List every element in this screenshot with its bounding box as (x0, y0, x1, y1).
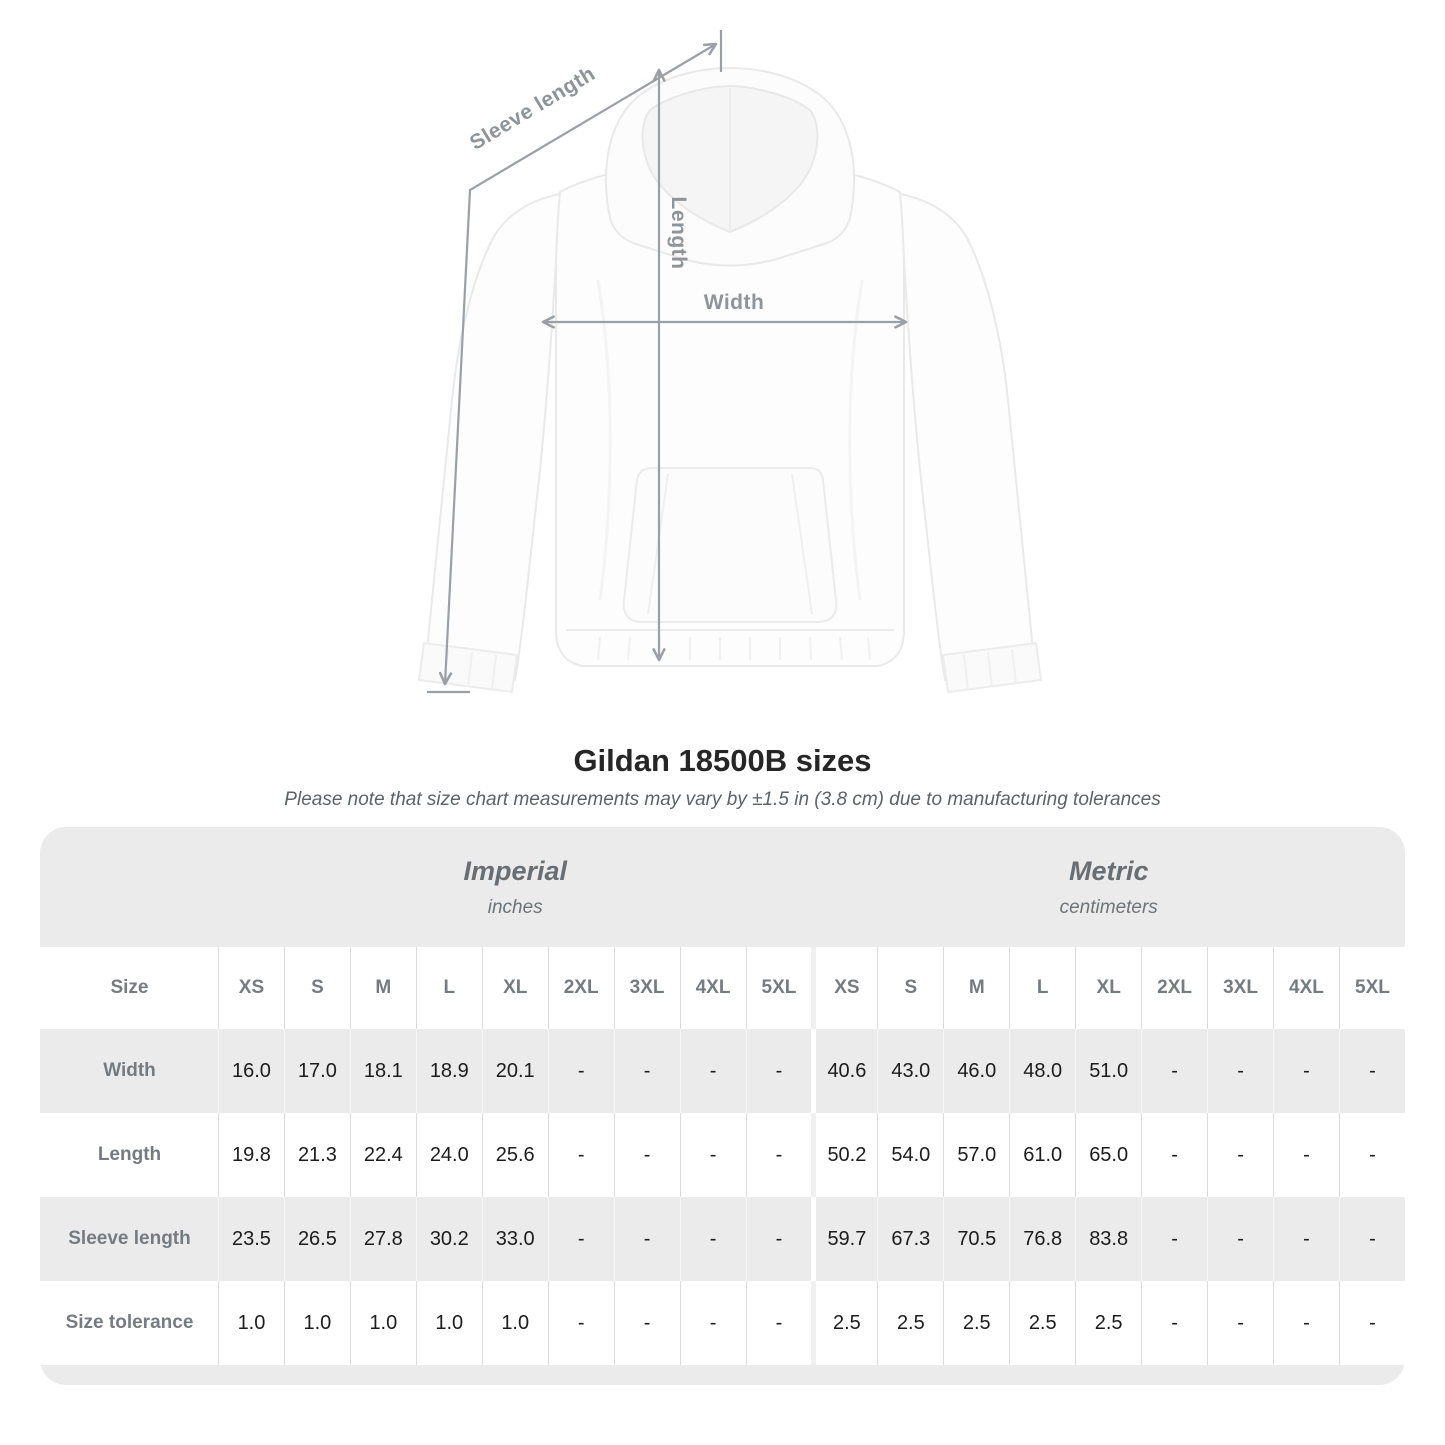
value-cell: 27.8 (350, 1197, 416, 1281)
value-cell: - (1273, 1113, 1339, 1197)
value-cell: 65.0 (1075, 1113, 1141, 1197)
value-cell: - (1339, 1029, 1405, 1113)
size-col-header-imperial-xl: XL (482, 947, 548, 1029)
imperial-group-header (218, 827, 811, 947)
corner-spacer (40, 827, 218, 947)
value-cell: 57.0 (943, 1113, 1009, 1197)
unit-group-row (40, 827, 1405, 947)
value-cell: 30.2 (416, 1197, 482, 1281)
left-sleeve (427, 194, 560, 680)
value-cell: - (1207, 1197, 1273, 1281)
size-corner-header: Size (110, 977, 149, 998)
value-cell: 1.0 (482, 1281, 548, 1365)
value-cell: 2.5 (811, 1281, 877, 1365)
value-cell: 70.5 (943, 1197, 1009, 1281)
value-cell: - (680, 1281, 746, 1365)
row-label: Length (97, 1144, 162, 1165)
value-cell: 17.0 (284, 1029, 350, 1113)
metric-unit: centimeters (1059, 896, 1158, 918)
value-cell: - (548, 1029, 614, 1113)
value-cell: 54.0 (877, 1113, 943, 1197)
metric-label: Metric (1068, 855, 1149, 886)
hoodie-image (419, 68, 1041, 692)
value-cell: - (1273, 1281, 1339, 1365)
value-cell: - (680, 1113, 746, 1197)
value-cell: - (1207, 1281, 1273, 1365)
size-header-row (40, 947, 1405, 1029)
value-cell: 2.5 (1075, 1281, 1141, 1365)
value-cell: 48.0 (1009, 1029, 1075, 1113)
value-cell: - (548, 1281, 614, 1365)
value-cell: - (680, 1197, 746, 1281)
measurement-row-sleeve-length (40, 1197, 1405, 1281)
size-col-header-imperial-3xl: 3XL (614, 947, 680, 1029)
size-col-header-imperial-4xl: 4XL (680, 947, 746, 1029)
value-cell: 18.1 (350, 1029, 416, 1113)
size-col-header-imperial-xs: XS (218, 947, 284, 1029)
value-cell: 25.6 (482, 1113, 548, 1197)
value-cell: - (1141, 1281, 1207, 1365)
value-cell: - (614, 1197, 680, 1281)
value-cell: 21.3 (284, 1113, 350, 1197)
value-cell: 50.2 (811, 1113, 877, 1197)
size-chart-table (40, 827, 1405, 1365)
page-title: Gildan 18500B sizes (573, 743, 872, 778)
size-col-header-imperial-s: S (284, 947, 350, 1029)
value-cell: - (548, 1113, 614, 1197)
value-cell: 18.9 (416, 1029, 482, 1113)
measurement-row-length (40, 1113, 1405, 1197)
value-cell: 19.8 (218, 1113, 284, 1197)
value-cell: 1.0 (416, 1281, 482, 1365)
value-cell: 1.0 (218, 1281, 284, 1365)
value-cell: 1.0 (350, 1281, 416, 1365)
length-label: Length (667, 196, 690, 270)
value-cell: - (1207, 1113, 1273, 1197)
imperial-unit: inches (487, 896, 543, 918)
size-chart-container (40, 827, 1405, 1385)
kangaroo-pocket (624, 468, 837, 622)
row-label: Sleeve length (68, 1228, 191, 1249)
value-cell: 59.7 (811, 1197, 877, 1281)
size-col-header-metric-m: M (943, 947, 1009, 1029)
value-cell: 67.3 (877, 1197, 943, 1281)
value-cell: 26.5 (284, 1197, 350, 1281)
value-cell: 20.1 (482, 1029, 548, 1113)
size-col-header-metric-4xl: 4XL (1273, 947, 1339, 1029)
value-cell: - (1339, 1113, 1405, 1197)
right-sleeve (900, 194, 1033, 680)
size-col-header-metric-xs: XS (811, 947, 877, 1029)
value-cell: 76.8 (1009, 1197, 1075, 1281)
value-cell: - (614, 1029, 680, 1113)
size-col-header-metric-l: L (1009, 947, 1075, 1029)
value-cell: 83.8 (1075, 1197, 1141, 1281)
tolerance-note: Please note that size chart measurements may vary by ±1.5 in (3.8 cm) due to manufacturing tolerances (284, 789, 1161, 810)
size-col-header-metric-xl: XL (1075, 947, 1141, 1029)
size-col-header-metric-s: S (877, 947, 943, 1029)
value-cell: 16.0 (218, 1029, 284, 1113)
measurement-row-width (40, 1029, 1405, 1113)
size-col-header-metric-2xl: 2XL (1141, 947, 1207, 1029)
value-cell: - (1207, 1029, 1273, 1113)
value-cell: - (746, 1281, 812, 1365)
metric-group-header (811, 827, 1405, 947)
title-block (0, 743, 1445, 811)
value-cell: - (614, 1113, 680, 1197)
value-cell: - (1141, 1029, 1207, 1113)
value-cell: 61.0 (1009, 1113, 1075, 1197)
width-label: Width (703, 291, 765, 314)
size-col-header-metric-5xl: 5XL (1339, 947, 1405, 1029)
value-cell: - (680, 1029, 746, 1113)
value-cell: - (746, 1197, 812, 1281)
value-cell: 51.0 (1075, 1029, 1141, 1113)
value-cell: - (746, 1029, 812, 1113)
value-cell: - (1273, 1029, 1339, 1113)
value-cell: 2.5 (943, 1281, 1009, 1365)
value-cell: 40.6 (811, 1029, 877, 1113)
row-label: Size tolerance (65, 1312, 194, 1333)
size-col-header-metric-3xl: 3XL (1207, 947, 1273, 1029)
size-col-header-imperial-2xl: 2XL (548, 947, 614, 1029)
value-cell: 43.0 (877, 1029, 943, 1113)
size-col-header-imperial-l: L (416, 947, 482, 1029)
value-cell: - (1339, 1197, 1405, 1281)
measurement-row-size-tolerance (40, 1281, 1405, 1365)
size-col-header-imperial-5xl: 5XL (746, 947, 812, 1029)
value-cell: 33.0 (482, 1197, 548, 1281)
value-cell: 1.0 (284, 1281, 350, 1365)
row-label: Width (103, 1060, 156, 1081)
imperial-label: Imperial (463, 855, 567, 886)
value-cell: 46.0 (943, 1029, 1009, 1113)
value-cell: 2.5 (877, 1281, 943, 1365)
value-cell: 23.5 (218, 1197, 284, 1281)
value-cell: - (1141, 1197, 1207, 1281)
value-cell: - (746, 1113, 812, 1197)
sleeve-length-label: Sleeve length (465, 62, 600, 155)
value-cell: 24.0 (416, 1113, 482, 1197)
value-cell: - (614, 1281, 680, 1365)
size-col-header-imperial-m: M (350, 947, 416, 1029)
value-cell: - (1339, 1281, 1405, 1365)
value-cell: 2.5 (1009, 1281, 1075, 1365)
value-cell: - (1141, 1113, 1207, 1197)
value-cell: - (548, 1197, 614, 1281)
value-cell: 22.4 (350, 1113, 416, 1197)
value-cell: - (1273, 1197, 1339, 1281)
